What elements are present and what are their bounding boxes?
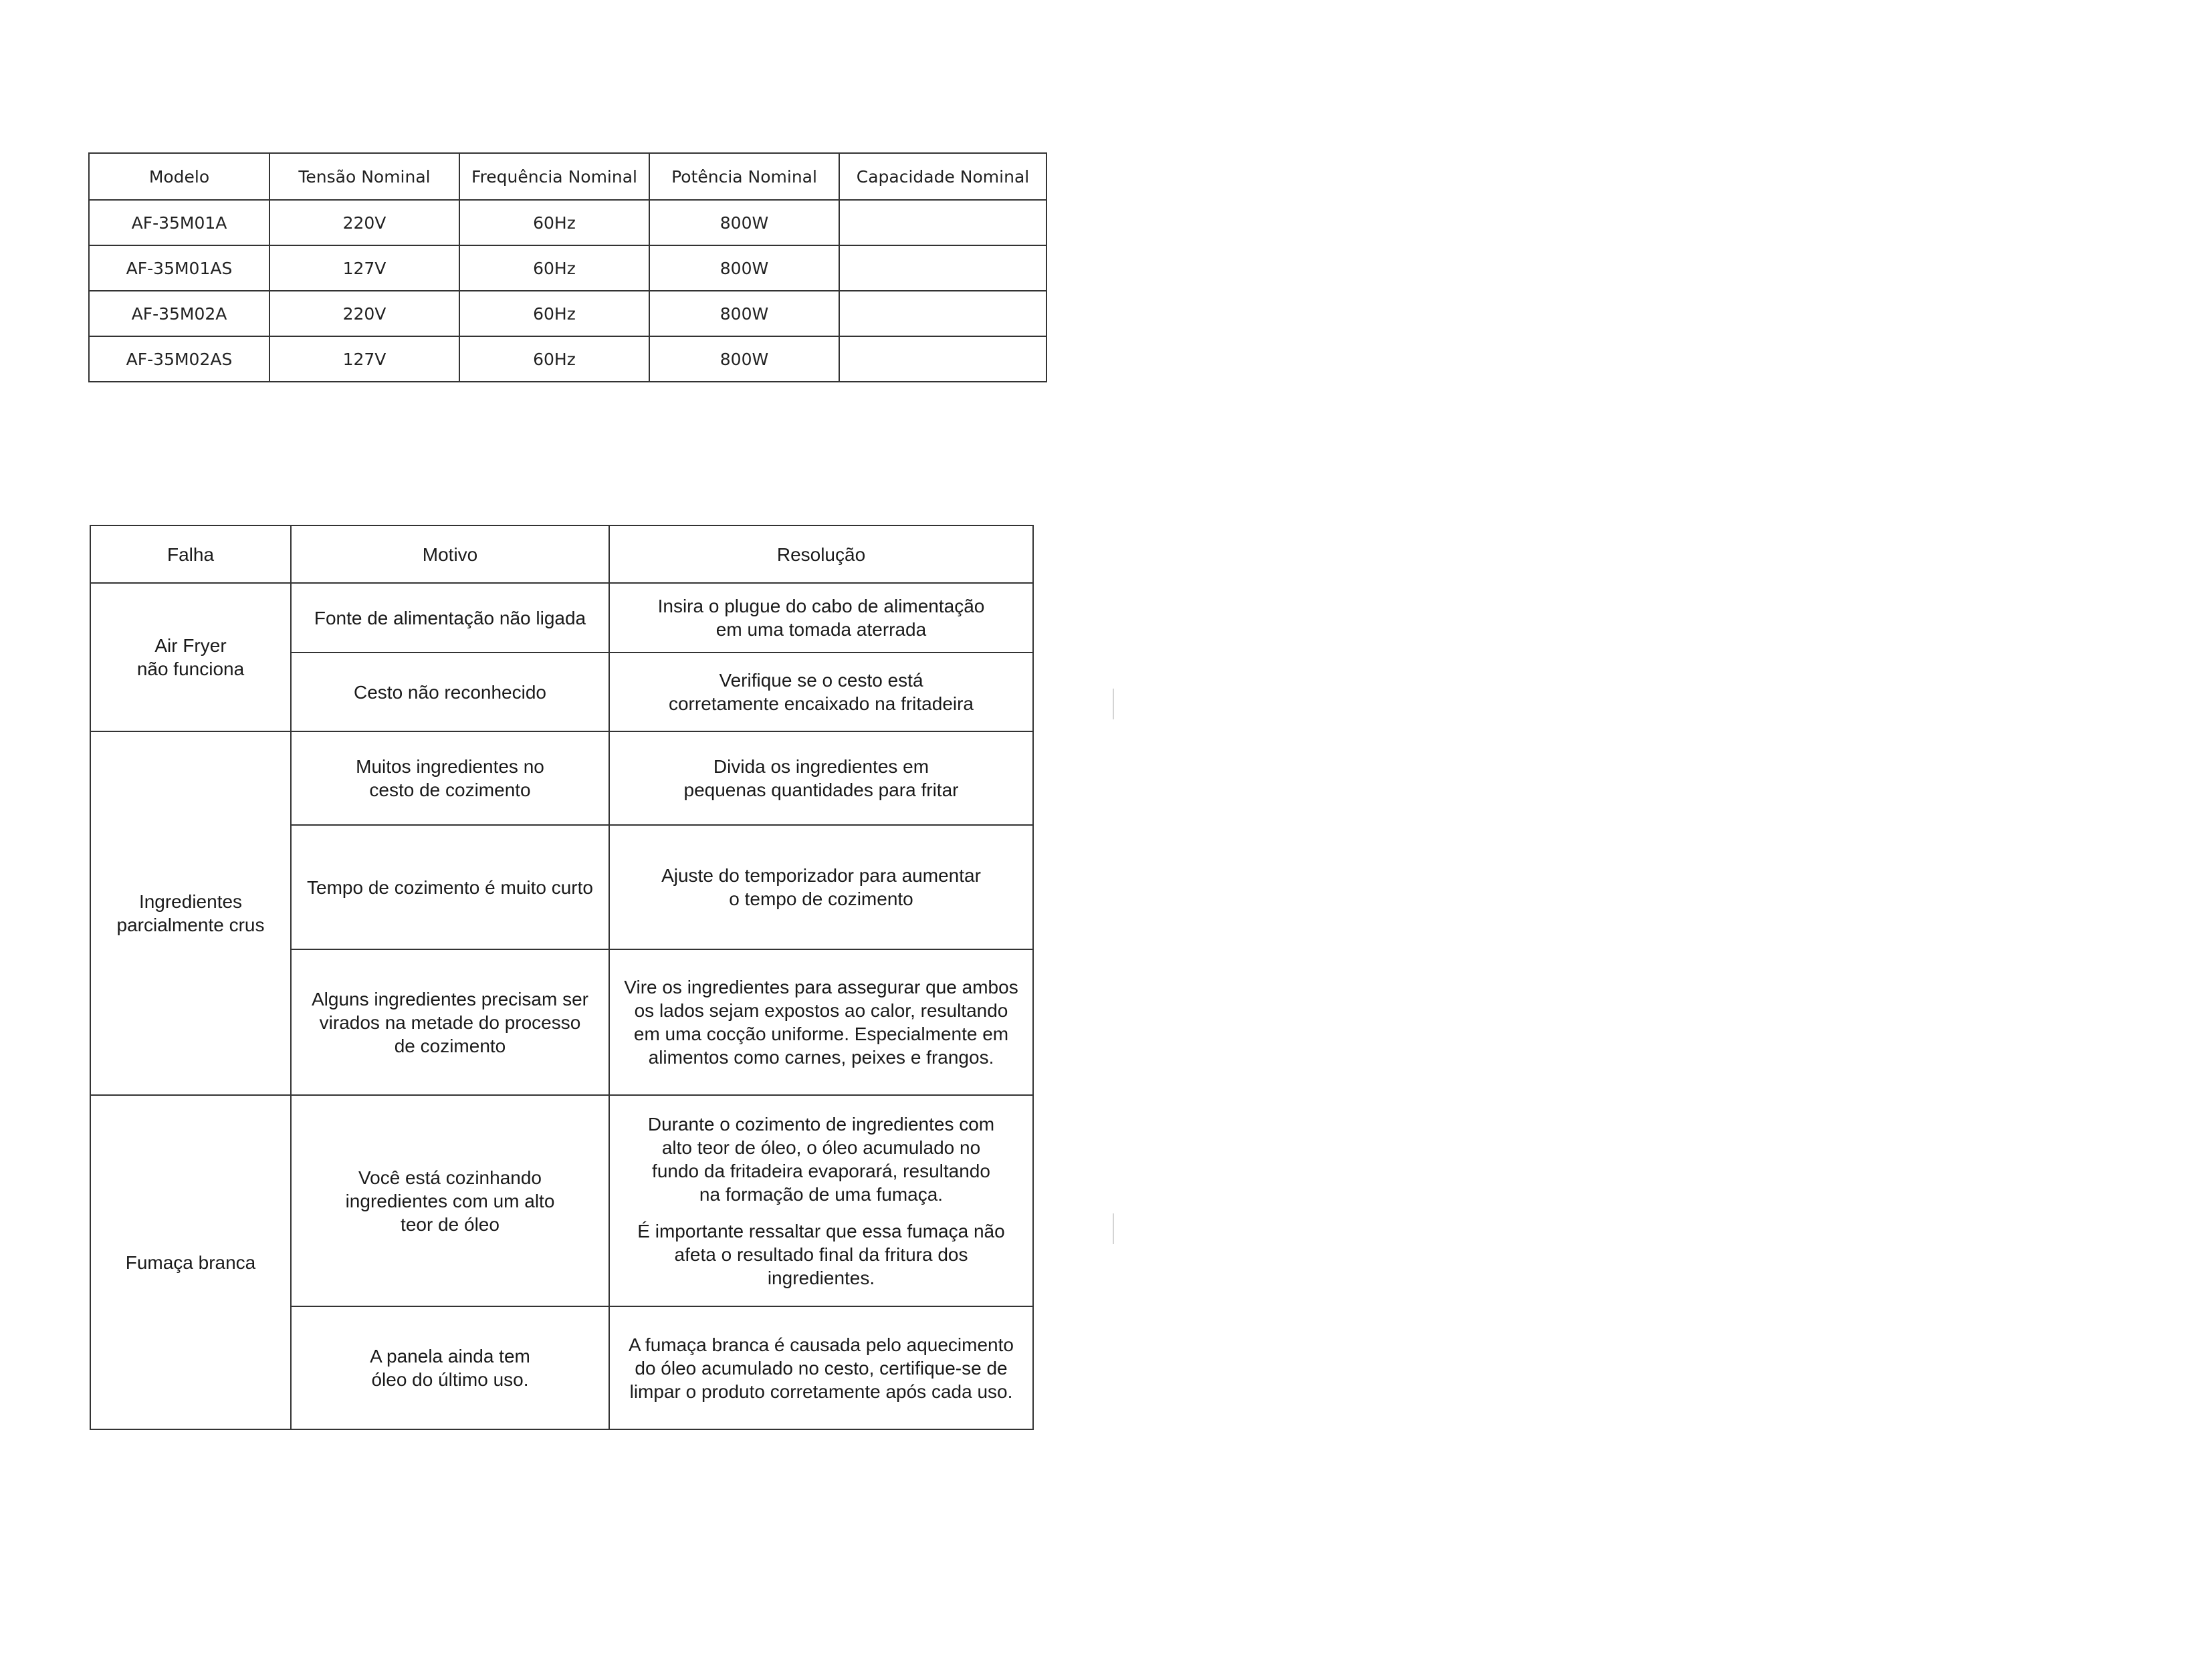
specs-header-voltage: Tensão Nominal bbox=[269, 153, 459, 200]
specs-header-capacity: Capacidade Nominal bbox=[839, 153, 1046, 200]
model-cell: AF-35M01A bbox=[89, 200, 269, 245]
reason-cell: Alguns ingredientes precisam ser virados na metade do processo de cozimento bbox=[291, 949, 609, 1095]
reason-cell: Você está cozinhando ingredientes com um alto teor de óleo bbox=[291, 1095, 609, 1306]
capacity-cell bbox=[839, 336, 1046, 382]
table-row bbox=[90, 731, 1033, 825]
resolution-cell: Insira o plugue do cabo de alimentação em uma tomada aterrada bbox=[609, 583, 1033, 653]
resolution-text: Durante o cozimento de ingredientes com alto teor de óleo, o óleo acumulado no fundo da fritadeira evaporará, resultando na formação de uma fumaça. bbox=[647, 1113, 995, 1205]
capacity-cell bbox=[839, 291, 1046, 336]
frequency-cell: 60Hz bbox=[459, 245, 649, 291]
resolution-cell: Divida os ingredientes em pequenas quantidades para fritar bbox=[609, 731, 1033, 825]
fault-cell: Air Fryer não funciona bbox=[90, 583, 291, 731]
reason-cell: A panela ainda tem óleo do último uso. bbox=[291, 1306, 609, 1429]
model-cell: AF-35M01AS bbox=[89, 245, 269, 291]
specs-header-row bbox=[89, 153, 1046, 200]
header-resolution: Resolução bbox=[609, 525, 1033, 583]
specs-header-power: Potência Nominal bbox=[649, 153, 839, 200]
troubleshooting-table bbox=[90, 525, 1034, 1430]
power-cell: 800W bbox=[649, 245, 839, 291]
fault-cell: Ingredientes parcialmente crus bbox=[90, 731, 291, 1095]
table-row bbox=[89, 336, 1046, 382]
voltage-cell: 127V bbox=[269, 336, 459, 382]
reason-cell: Cesto não reconhecido bbox=[291, 653, 609, 731]
capacity-cell bbox=[839, 200, 1046, 245]
voltage-cell: 127V bbox=[269, 245, 459, 291]
frequency-cell: 60Hz bbox=[459, 200, 649, 245]
crop-mark bbox=[1113, 689, 1114, 719]
specs-header-model: Modelo bbox=[89, 153, 269, 200]
fault-cell: Fumaça branca bbox=[90, 1095, 291, 1429]
table-row bbox=[90, 1095, 1033, 1306]
voltage-cell: 220V bbox=[269, 200, 459, 245]
table-row bbox=[89, 245, 1046, 291]
voltage-cell: 220V bbox=[269, 291, 459, 336]
resolution-cell: A fumaça branca é causada pelo aquecimento do óleo acumulado no cesto, certifique-se de limpar o produto corretamente após cada uso. bbox=[609, 1306, 1033, 1429]
capacity-cell bbox=[839, 245, 1046, 291]
table-row bbox=[90, 583, 1033, 653]
resolution-cell: Vire os ingredientes para assegurar que ambos os lados sejam expostos ao calor, resultando em uma cocção uniforme. Especialmente em alimentos como carnes, peixes e frangos. bbox=[609, 949, 1033, 1095]
frequency-cell: 60Hz bbox=[459, 336, 649, 382]
specs-header-frequency: Frequência Nominal bbox=[459, 153, 649, 200]
troubleshooting-header-row bbox=[90, 525, 1033, 583]
resolution-note: É importante ressaltar que essa fumaça não afeta o resultado final da fritura dos ingredientes. bbox=[637, 1220, 1005, 1288]
reason-cell: Tempo de cozimento é muito curto bbox=[291, 825, 609, 949]
resolution-cell bbox=[609, 1095, 1033, 1306]
reason-cell: Muitos ingredientes no cesto de cozimento bbox=[291, 731, 609, 825]
model-cell: AF-35M02A bbox=[89, 291, 269, 336]
reason-cell: Fonte de alimentação não ligada bbox=[291, 583, 609, 653]
resolution-cell: Verifique se o cesto está corretamente encaixado na fritadeira bbox=[609, 653, 1033, 731]
specs-table bbox=[88, 152, 1047, 382]
power-cell: 800W bbox=[649, 291, 839, 336]
resolution-cell: Ajuste do temporizador para aumentar o tempo de cozimento bbox=[609, 825, 1033, 949]
header-reason: Motivo bbox=[291, 525, 609, 583]
power-cell: 800W bbox=[649, 200, 839, 245]
frequency-cell: 60Hz bbox=[459, 291, 649, 336]
header-fault: Falha bbox=[90, 525, 291, 583]
crop-mark bbox=[1113, 1213, 1114, 1244]
table-row bbox=[89, 291, 1046, 336]
model-cell: AF-35M02AS bbox=[89, 336, 269, 382]
table-row bbox=[89, 200, 1046, 245]
power-cell: 800W bbox=[649, 336, 839, 382]
